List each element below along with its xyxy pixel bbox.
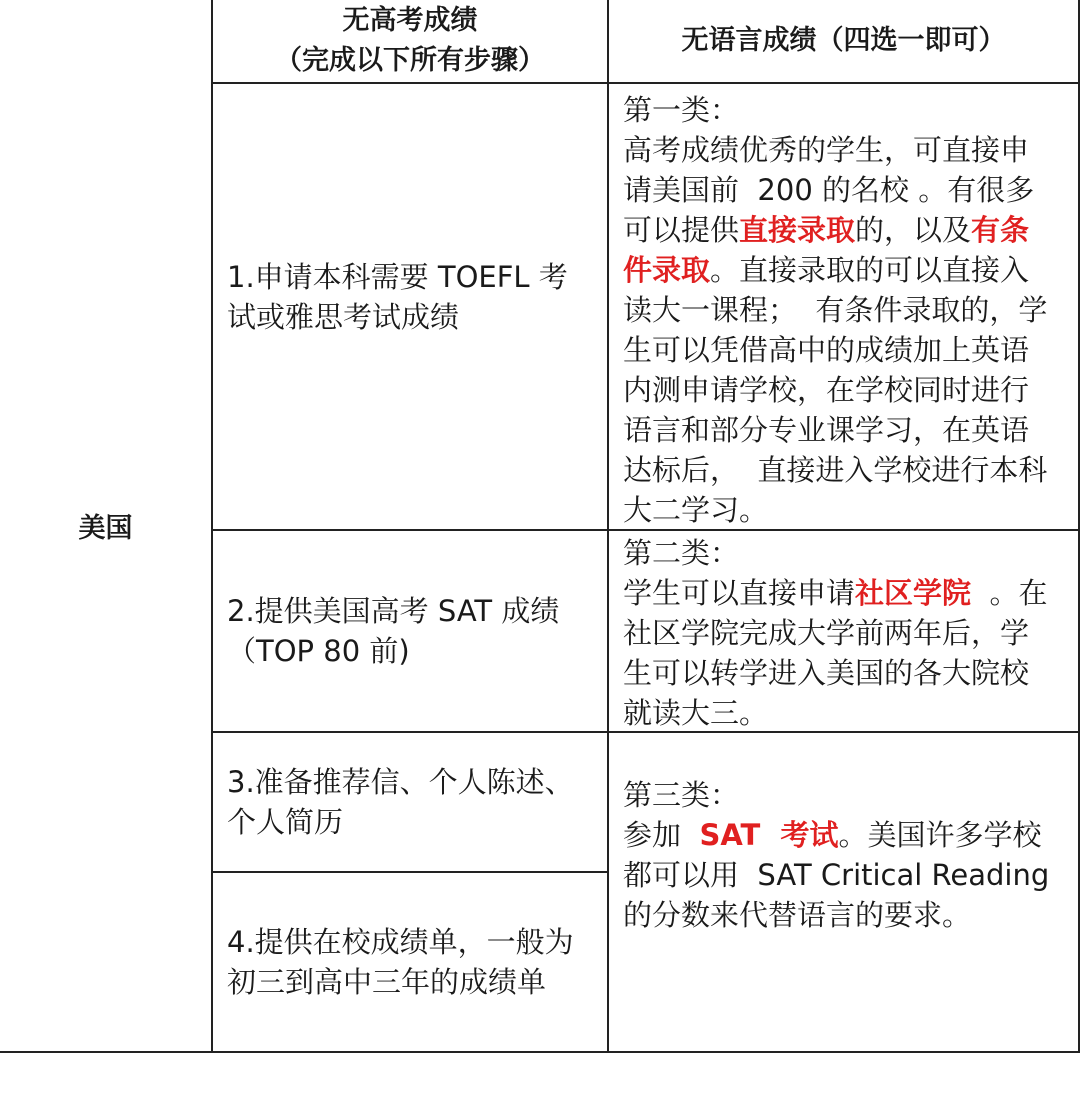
direct-admission-highlight: 直接录取 xyxy=(739,213,856,247)
step-3-line-2: 个人简历 xyxy=(227,805,344,839)
text-span: 。美国许多学校 xyxy=(838,818,1042,852)
text-span: 参加 xyxy=(623,818,700,852)
header-no-gaokao-note: （完成以下所有步骤） xyxy=(275,45,545,76)
category-1-line: 达标后， 直接进入学校进行本科 xyxy=(623,453,1048,487)
country-cell xyxy=(0,0,213,1053)
category-3-line: 的分数来代替语言的要求。 xyxy=(623,898,972,932)
step-2-line-1: 2.提供美国高考 SAT 成绩 xyxy=(227,594,560,628)
text-span: 。直接录取的可以直接入 xyxy=(710,253,1030,287)
step-2-cell xyxy=(213,531,609,733)
text-span: 的，以及 xyxy=(855,213,972,247)
text-span: 。在 xyxy=(971,576,1048,610)
category-1-line xyxy=(623,250,1064,290)
step-1-cell xyxy=(213,84,609,531)
category-2-line xyxy=(623,573,1064,613)
category-1-line: 大二学习。 xyxy=(623,493,769,527)
category-3-cell xyxy=(609,733,1080,1053)
step-4-line-2: 初三到高中三年的成绩单 xyxy=(227,965,547,999)
header-no-language xyxy=(609,0,1080,84)
category-2-line: 社区学院完成大学前两年后，学 xyxy=(623,616,1030,650)
category-1-line: 内测申请学校，在学校同时进行 xyxy=(623,373,1030,407)
text-span: 学生可以直接申请 xyxy=(623,576,856,610)
step-4-line-1: 4.提供在校成绩单，一般为 xyxy=(227,925,574,959)
category-2-title: 第二类： xyxy=(623,536,740,570)
header-no-gaokao xyxy=(213,0,609,84)
category-2-line: 就读大三。 xyxy=(623,696,769,730)
category-3-line: 都可以用 SAT Critical Reading xyxy=(623,858,1050,892)
category-1-line: 请美国前 200 的名校 。有很多 xyxy=(623,173,1035,207)
category-2-line: 生可以转学进入美国的各大院校 xyxy=(623,656,1030,690)
sat-exam-highlight: SAT 考试 xyxy=(699,818,839,852)
header-no-language-title: 无语言成绩（四选一即可） xyxy=(681,25,1006,56)
step-4-cell xyxy=(213,873,609,1053)
category-1-cell xyxy=(609,84,1080,531)
conditional-admission-highlight: 件录取 xyxy=(623,253,711,287)
step-1-line-2: 试或雅思考试成绩 xyxy=(227,299,460,334)
category-2-cell xyxy=(609,531,1080,733)
country-label: 美国 xyxy=(78,513,133,544)
category-1-line: 读大一课程； 有条件录取的，学 xyxy=(623,293,1048,327)
text-span: 可以提供 xyxy=(623,213,740,247)
category-1-line xyxy=(623,210,1064,250)
step-2-line-2: （TOP 80 前) xyxy=(227,634,410,668)
category-3-title: 第三类： xyxy=(623,778,740,812)
step-3-line-1: 3.准备推荐信、个人陈述、 xyxy=(227,765,574,799)
category-1-line: 高考成绩优秀的学生，可直接申 xyxy=(623,133,1030,167)
category-1-line: 生可以凭借高中的成绩加上英语 xyxy=(623,333,1030,367)
category-3-line xyxy=(623,815,1064,855)
category-1-line: 语言和部分专业课学习，在英语 xyxy=(623,413,1030,447)
community-college-highlight: 社区学院 xyxy=(855,576,972,610)
step-3-cell xyxy=(213,733,609,873)
category-1-title: 第一类： xyxy=(623,93,740,127)
step-1-line-1: 1.申请本科需要 TOEFL 考 xyxy=(227,259,568,294)
header-no-gaokao-title: 无高考成绩 xyxy=(342,5,478,36)
conditional-admission-highlight: 有条 xyxy=(971,213,1030,247)
